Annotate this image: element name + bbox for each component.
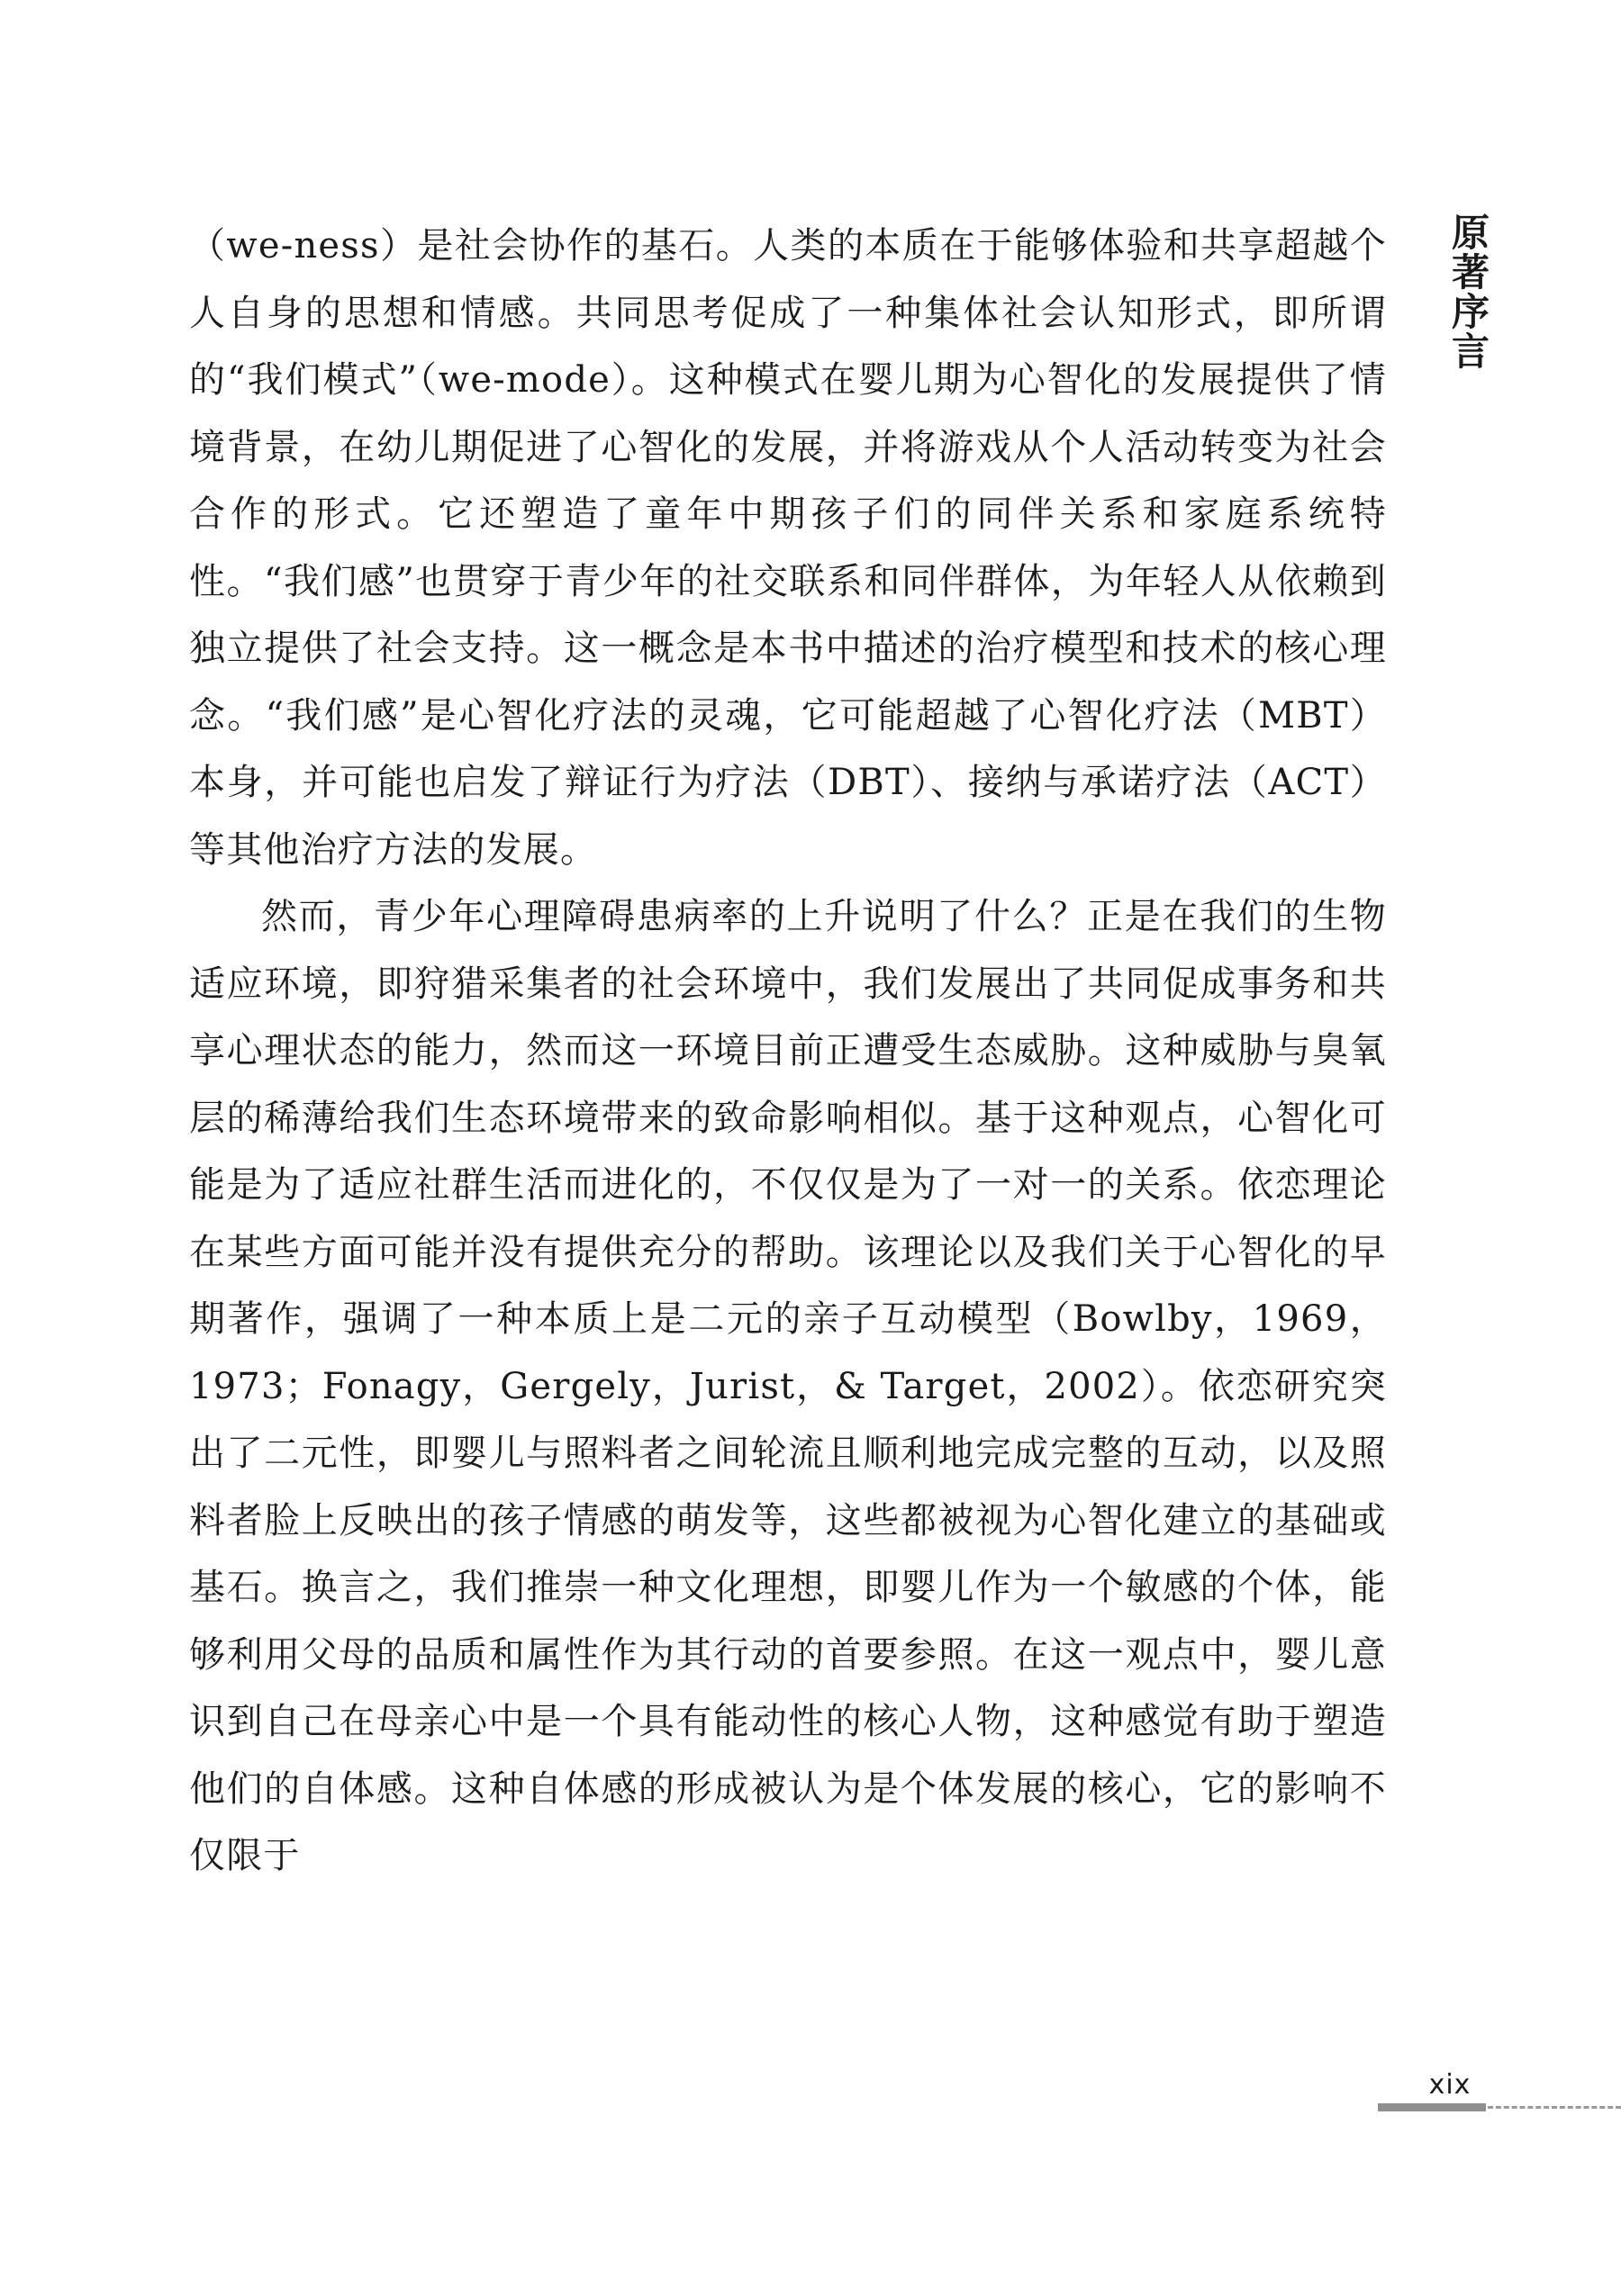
footer-rule-dashed [1488,2106,1621,2109]
body-text [189,212,1387,1890]
paragraph-2: 然而，青少年心理障碍患病率的上升说明了什么？正是在我们的生物适应环境，即狩猎采集者的社会环境中，我们发展出了共同促成事务和共享心理状态的能力，然而这一环境目前正遭受生态威胁。这种威胁与臭氧层的稀薄给我们生态环境带来的致命影响相似。基于这种观点，心智化可能是为了适应社群生活而进化的，不仅仅是为了一对一的关系。依恋理论在某些方面可能并没有提供充分的帮助。该理论以及我们关于心智化的早期著作，强调了一种本质上是二元的亲子互动模型（Bowlby，1969，1973；Fonagy，Gergely，Jurist，& Target，2002）。依恋研究突出了二元性，即婴儿与照料者之间轮流且顺利地完成完整的互动，以及照料者脸上反映出的孩子情感的萌发等，这些都被视为心智化建立的基础或基石。换言之，我们推崇一种文化理想，即婴儿作为一个敏感的个体，能够利用父母的品质和属性作为其行动的首要参照。在这一观点中，婴儿意识到自己在母亲心中是一个具有能动性的核心人物，这种感觉有助于塑造他们的自体感。这种自体感的形成被认为是个体发展的核心，它的影响不仅限于 [189,896,1387,1876]
paragraph-1: （we-ness）是社会协作的基石。人类的本质在于能够体验和共享超越个人自身的思想和情感。共同思考促成了一种集体社会认知形式，即所谓的“我们模式”（we-mode）。这种模式在婴儿期为心智化的发展提供了情境背景，在幼儿期促进了心智化的发展，并将游戏从个人活动转变为社会合作的形式。它还塑造了童年中期孩子们的同伴关系和家庭系统特性。“我们感”也贯穿于青少年的社交联系和同伴群体，为年轻人从依赖到独立提供了社会支持。这一概念是本书中描述的治疗模型和技术的核心理念。“我们感”是心智化疗法的灵魂，它可能超越了心智化疗法（MBT）本身，并可能也启发了辩证行为疗法（DBT）、接纳与承诺疗法（ACT）等其他治疗方法的发展。 [189,225,1387,871]
page-number: xix [1428,2069,1472,2101]
footer-rule-solid [1378,2103,1486,2111]
chapter-side-title: 原著序言 [1446,212,1490,371]
